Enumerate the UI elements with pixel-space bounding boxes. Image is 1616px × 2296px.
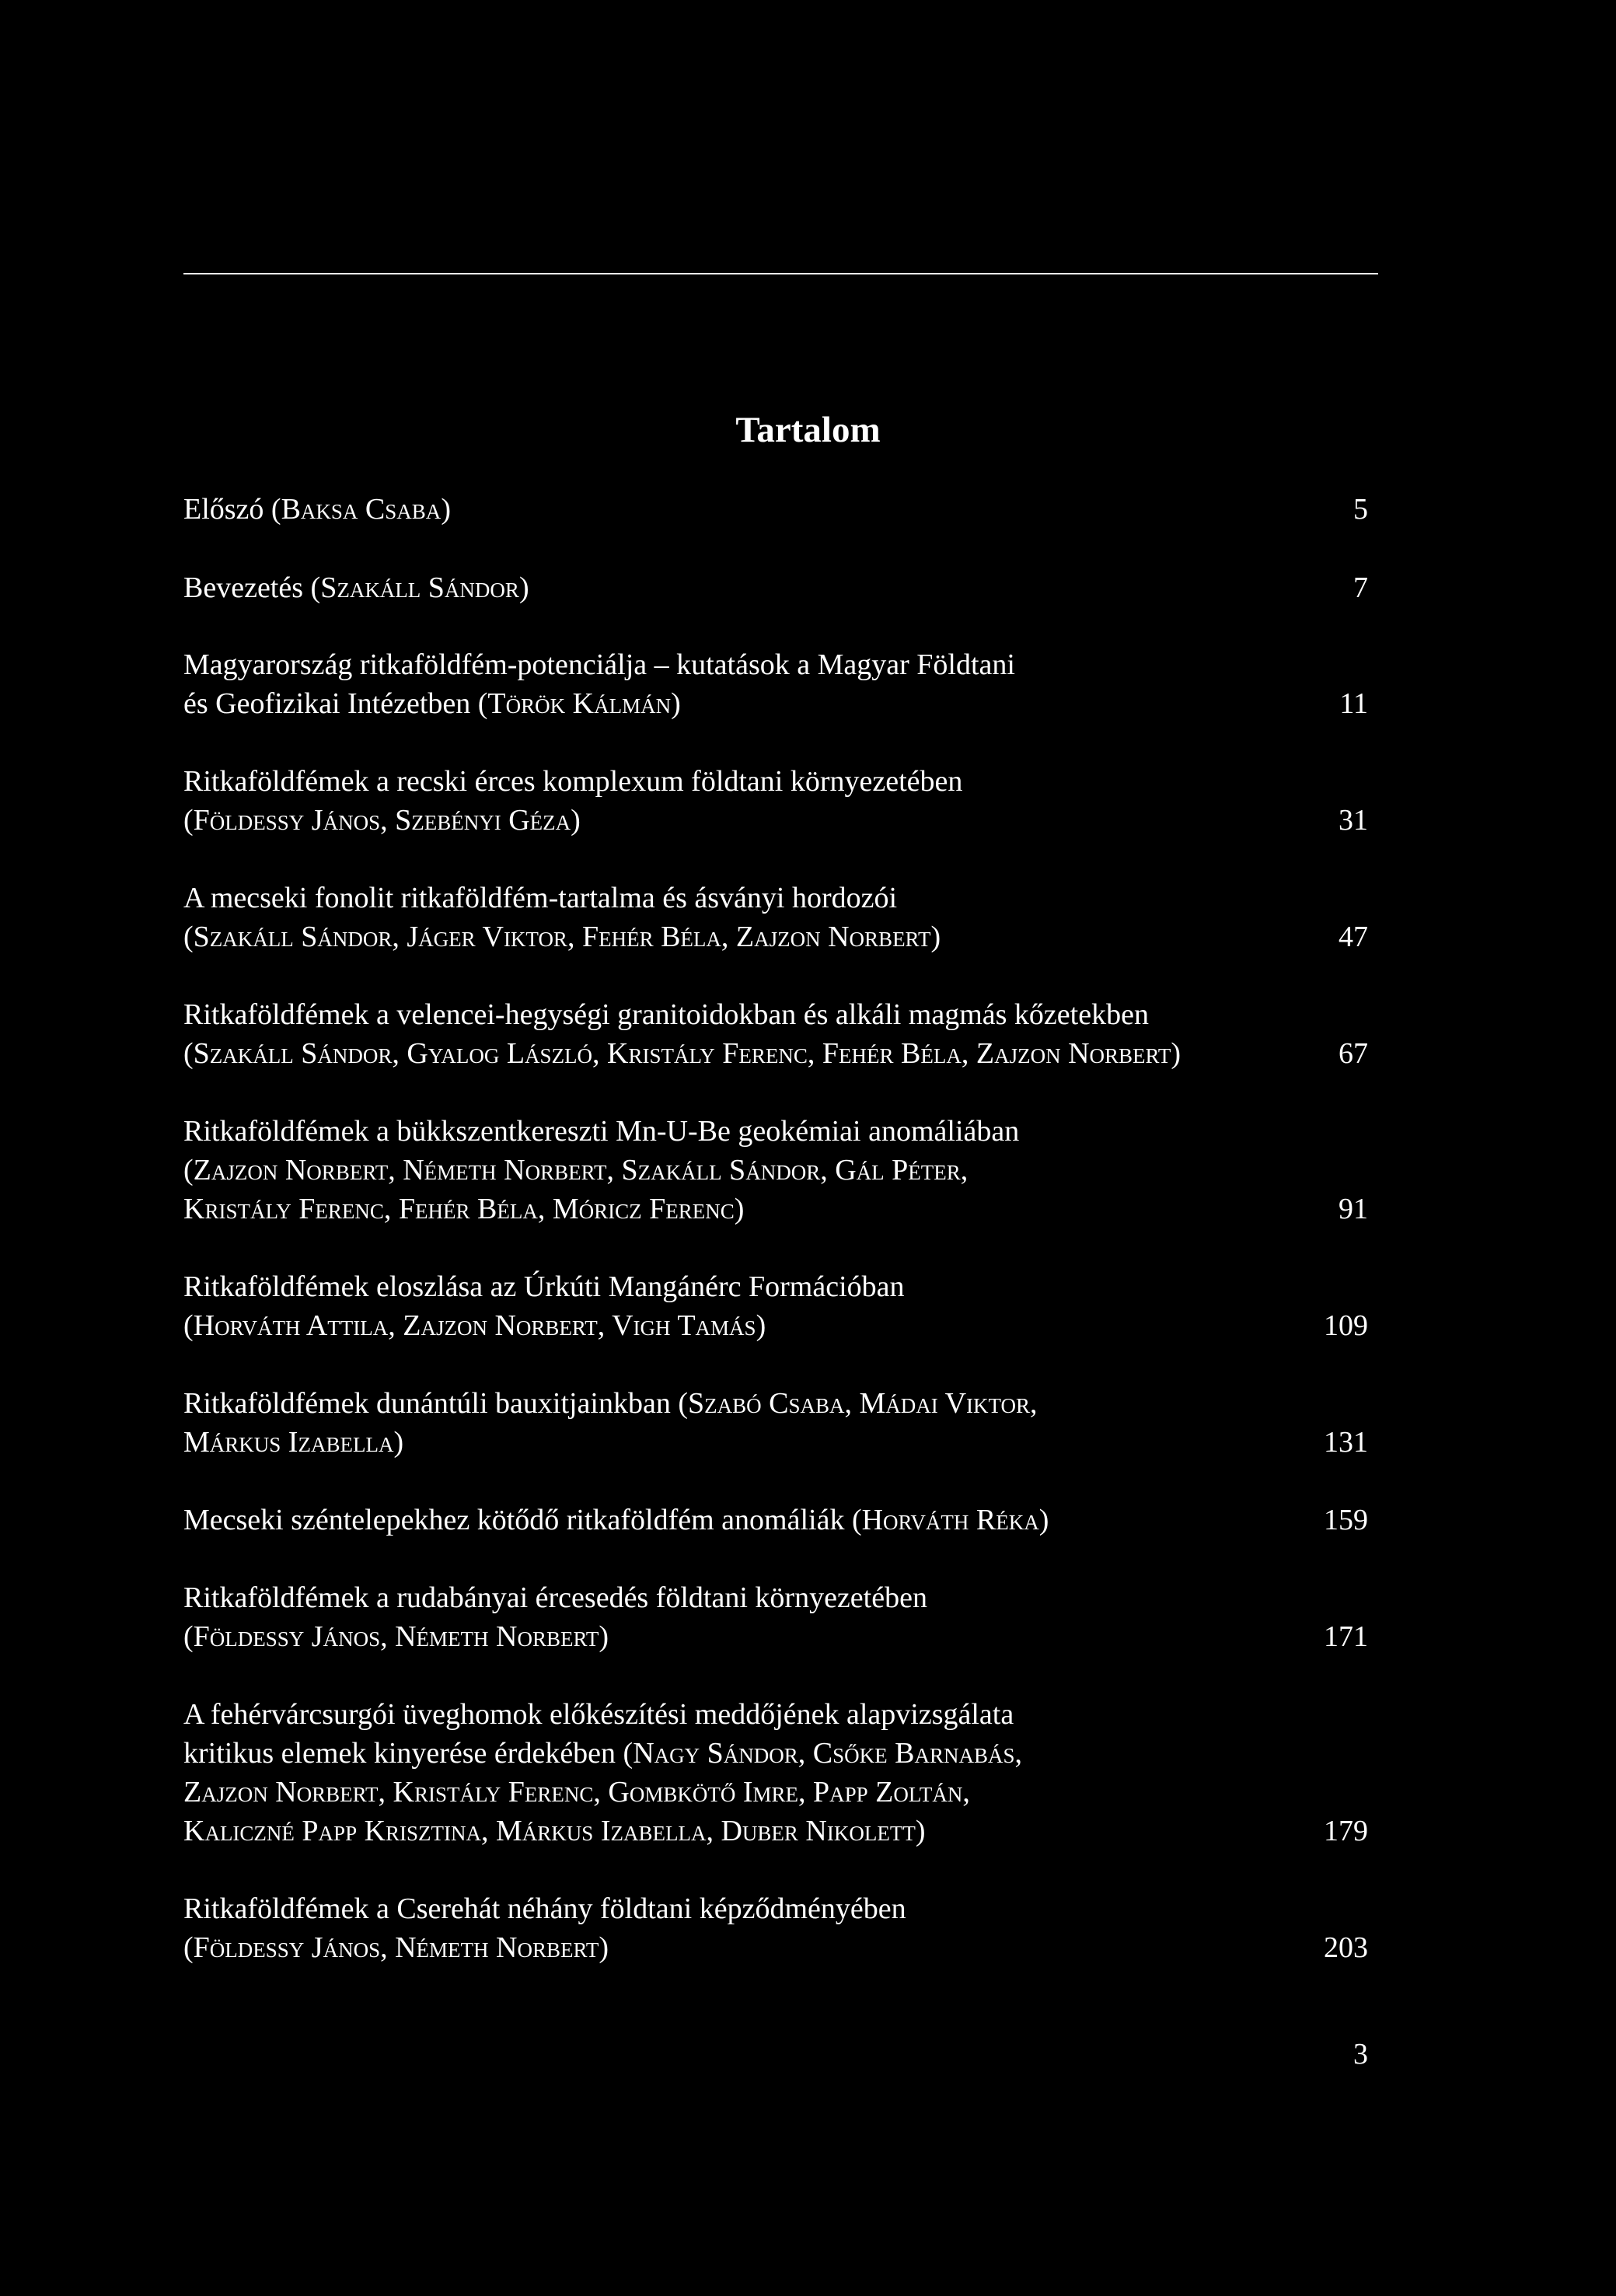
toc-entry-line: Ritkaföldfémek a Cserehát néhány földtani képződményében — [183, 1892, 906, 1925]
toc-entry-line: Kaliczné Papp Krisztina, Márkus Izabella, Duber Nikolett) 179 — [183, 1812, 1368, 1850]
toc-entry-line: és Geofizikai Intézetben (Török Kálmán) 11 — [183, 684, 1368, 723]
toc-entry-page: 5 — [1353, 493, 1368, 526]
toc-entry — [183, 1578, 1368, 1656]
toc-entry-page: 31 — [1339, 804, 1368, 837]
toc-entry-line: (Szakáll Sándor, Jáger Viktor, Fehér Béla, Zajzon Norbert) 47 — [183, 917, 1368, 956]
toc-entry-line: Ritkaföldfémek a recski érces komplexum földtani környezetében — [183, 765, 963, 798]
toc-entry-page: 91 — [1339, 1193, 1368, 1225]
toc-entry-line: (Földessy János, Szebényi Géza) 31 — [183, 801, 1368, 840]
toc-entry — [183, 490, 1368, 529]
toc-entry-page: 203 — [1324, 1931, 1368, 1964]
toc-entry — [183, 1112, 1368, 1228]
toc-entry-line: A fehérvárcsurgói üveghomok előkészítési meddőjének alapvizsgálata — [183, 1698, 1014, 1731]
toc-entry-line: Zajzon Norbert, Kristály Ferenc, Gombkötő Imre, Papp Zoltán, — [183, 1776, 970, 1808]
toc-entry — [183, 1267, 1368, 1345]
toc-entry-line: (Horváth Attila, Zajzon Norbert, Vigh Tamás) 109 — [183, 1306, 1368, 1345]
page-title: Tartalom — [735, 410, 881, 450]
toc-entry-page: 109 — [1324, 1309, 1368, 1342]
toc-entry-line: kritikus elemek kinyerése érdekében (Nagy Sándor, Csőke Barnabás, — [183, 1737, 1023, 1770]
toc-entry — [183, 645, 1368, 723]
toc-entry-line: Ritkaföldfémek a velencei-hegységi granitoidokban és alkáli magmás kőzetekben — [183, 998, 1149, 1031]
toc-entry-page: 47 — [1339, 921, 1368, 953]
toc-entry-line: Kristály Ferenc, Fehér Béla, Móricz Ferenc) 91 — [183, 1190, 1368, 1228]
toc-entry-page: 171 — [1324, 1620, 1368, 1653]
toc-entry — [183, 762, 1368, 840]
toc-entry-line: Magyarország ritkaföldfém-potenciálja – kutatások a Magyar Földtani — [183, 648, 1015, 681]
toc-entry — [183, 1889, 1368, 1967]
toc-entry-line: (Zajzon Norbert, Németh Norbert, Szakáll Sándor, Gál Péter, — [183, 1154, 969, 1186]
toc-entry — [183, 1384, 1368, 1462]
toc-entry-page: 179 — [1324, 1815, 1368, 1847]
toc-entry-line: Ritkaföldfémek eloszlása az Úrkúti Mangánérc Formációban — [183, 1270, 905, 1303]
toc-entry-page: 11 — [1339, 687, 1368, 720]
toc-entry-line: (Földessy János, Németh Norbert) 203 — [183, 1928, 1368, 1967]
toc-entry-line: Ritkaföldfémek a bükkszentkereszti Mn-U-Be geokémiai anomáliában — [183, 1115, 1020, 1148]
toc-entry — [183, 568, 1368, 607]
toc-entry — [183, 995, 1368, 1073]
toc-entry-line: (Szakáll Sándor, Gyalog László, Kristály Ferenc, Fehér Béla, Zajzon Norbert) 67 — [183, 1034, 1368, 1073]
header-rule — [183, 273, 1378, 274]
toc-entry-line: Ritkaföldfémek a rudabányai ércesedés földtani környezetében — [183, 1581, 927, 1614]
toc-entry-page: 67 — [1339, 1037, 1368, 1070]
toc-entry-page: 159 — [1324, 1504, 1368, 1536]
toc-entry-line: (Földessy János, Németh Norbert) 171 — [183, 1617, 1368, 1656]
toc-entry-line: A mecseki fonolit ritkaföldfém-tartalma és ásványi hordozói — [183, 882, 898, 914]
toc-entry-line: Mecseki széntelepekhez kötődő ritkaföldfém anomáliák (Horváth Réka) 159 — [183, 1501, 1368, 1539]
toc-entry-page: 131 — [1324, 1426, 1368, 1459]
toc-entry-line: Előszó (Baksa Csaba) 5 — [183, 490, 1368, 529]
toc-entry-line: Ritkaföldfémek dunántúli bauxitjainkban (Szabó Csaba, Mádai Viktor, — [183, 1387, 1038, 1420]
toc-entry — [183, 1501, 1368, 1539]
toc-entry-line: Bevezetés (Szakáll Sándor) 7 — [183, 568, 1368, 607]
toc-entry — [183, 879, 1368, 956]
toc-entry-line: Márkus Izabella) 131 — [183, 1423, 1368, 1462]
toc-entry — [183, 1695, 1368, 1850]
toc-entry-page: 7 — [1353, 571, 1368, 604]
page-number: 3 — [1353, 2038, 1368, 2071]
